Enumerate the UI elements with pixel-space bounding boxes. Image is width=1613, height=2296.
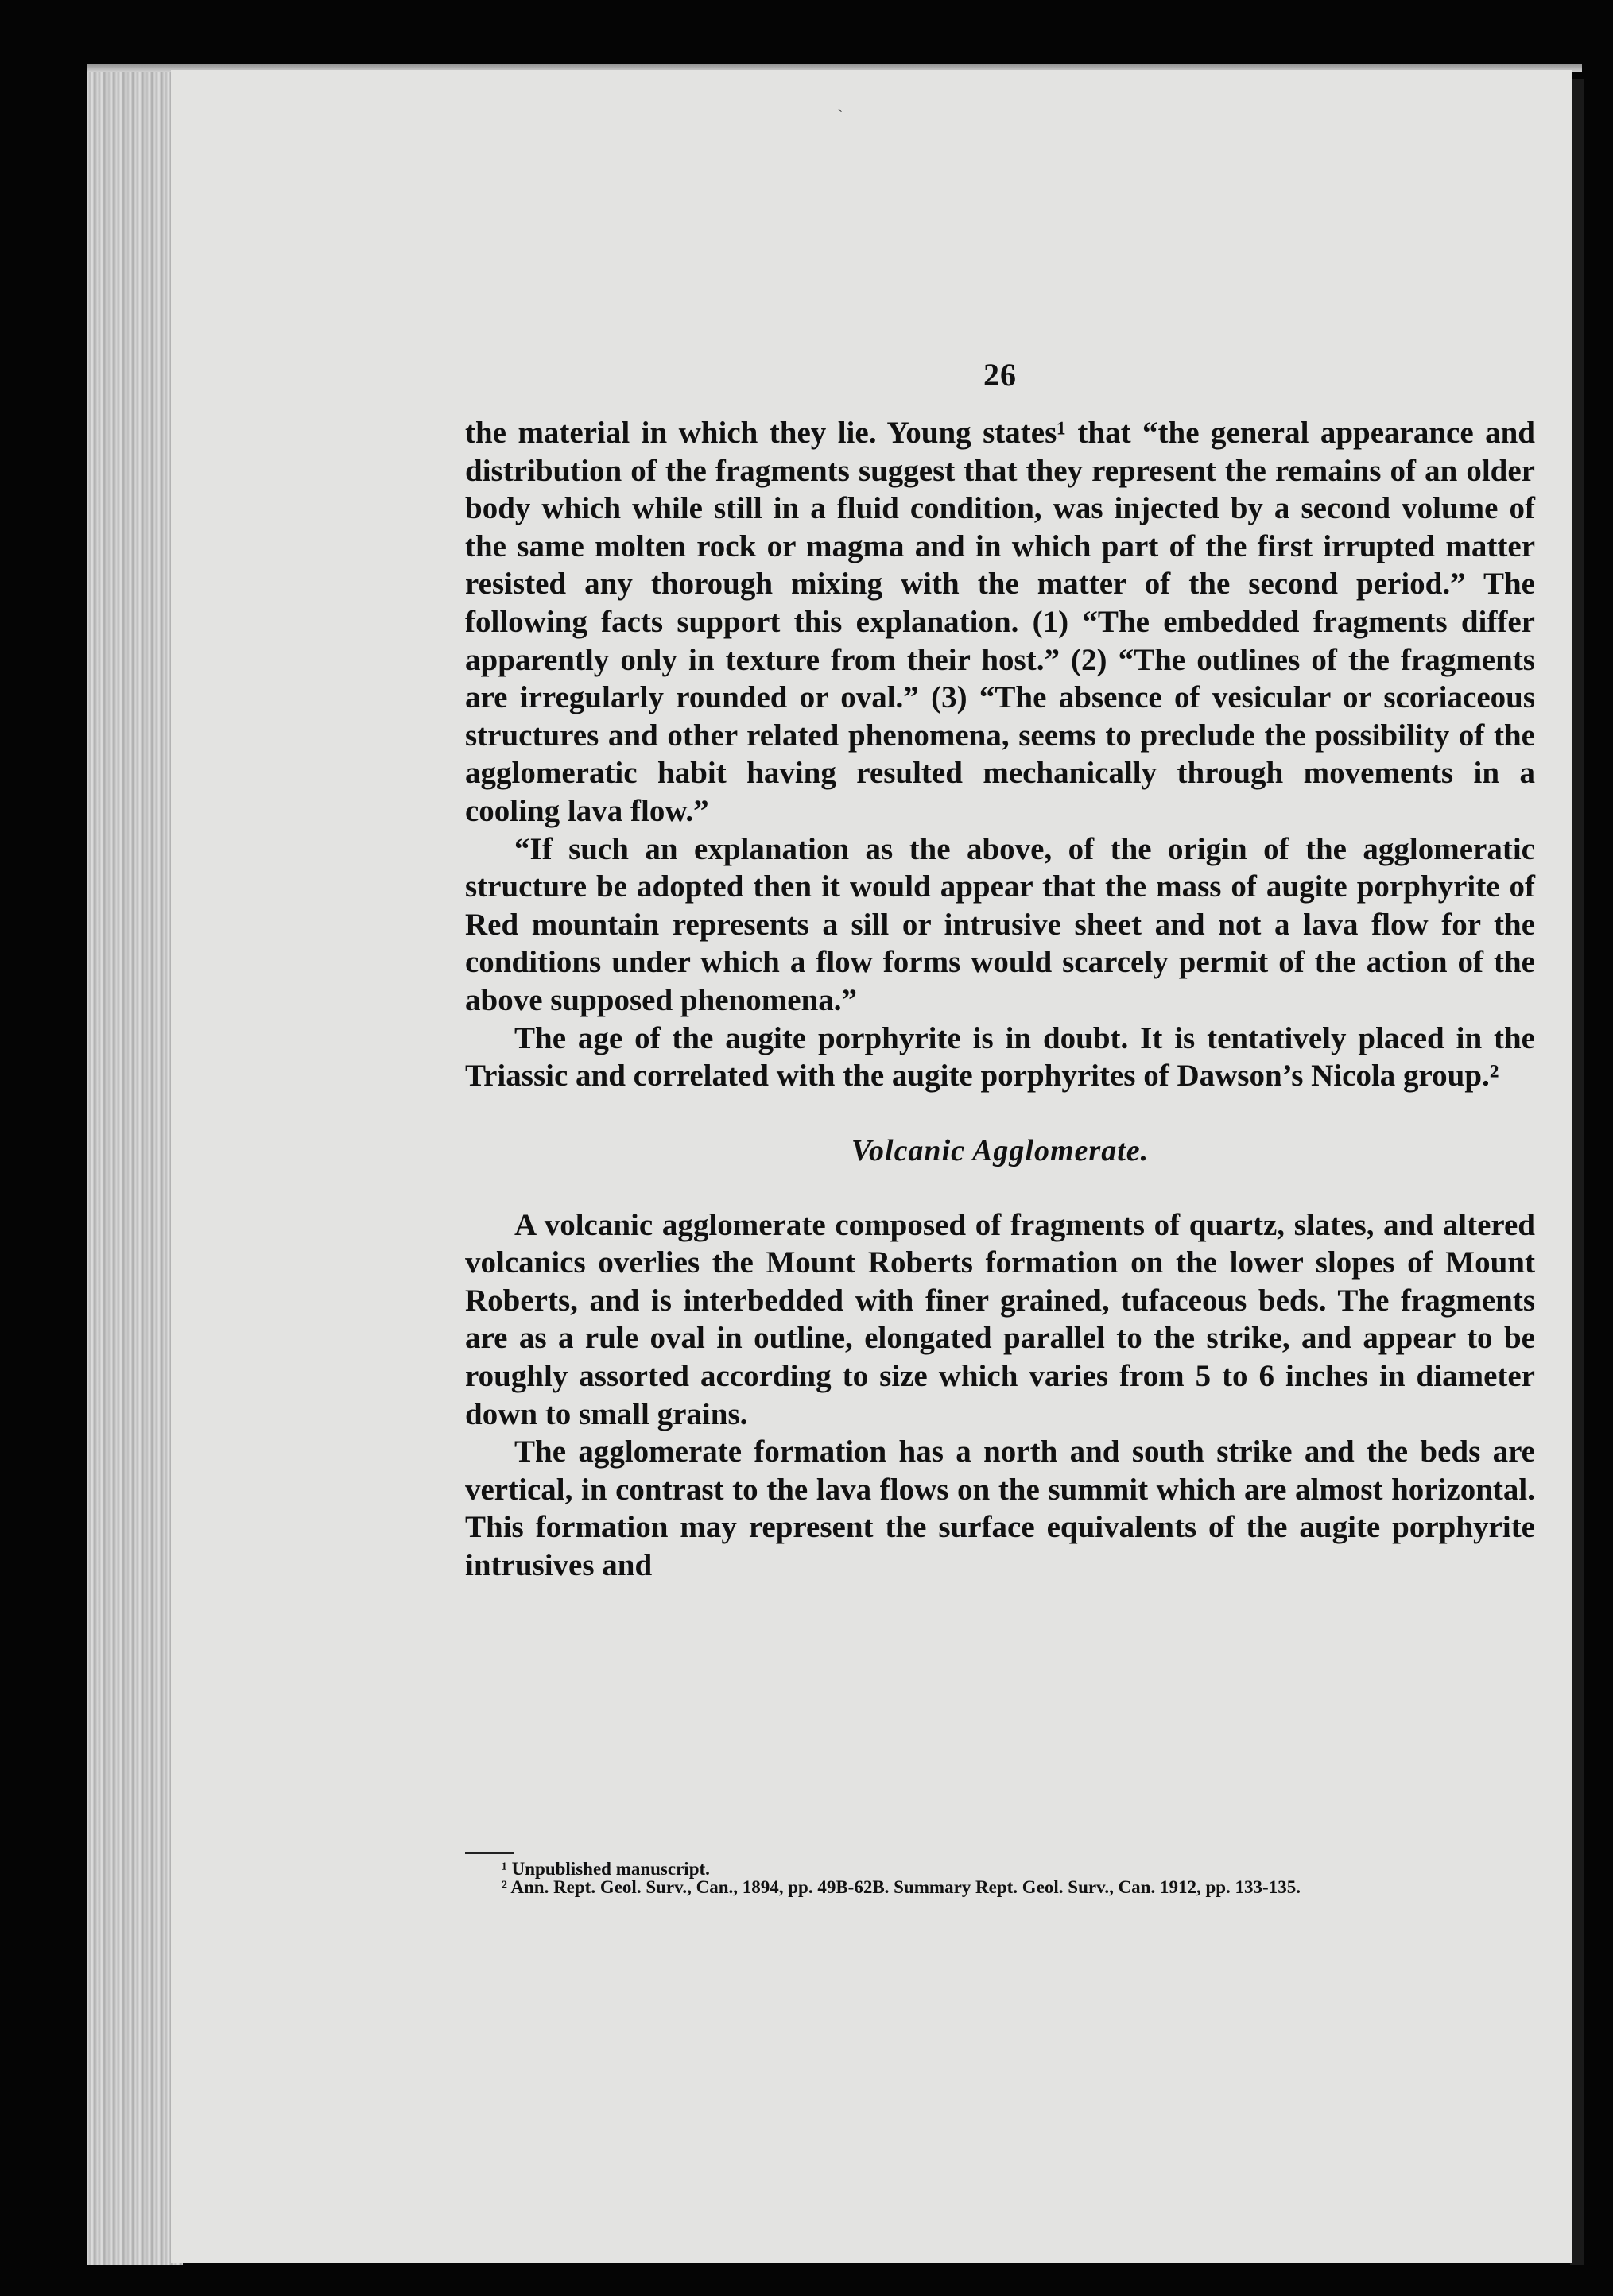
- stray-mark: ˏ: [837, 92, 843, 112]
- paragraph-agglomerate-description: A volcanic agglomerate composed of fragments of quartz, slates, and altered volcanics overlies the Mount Roberts formation on the lower slopes of Mount Roberts, and is interbedded with finer grained, tufaceous beds. The fragments are as a rule oval in outline, elongated parallel to the strike, and appear to be roughly assorted according to size which varies from 5 to 6 inches in diameter down to small grains.: [465, 1207, 1535, 1431]
- footnote-2: ² Ann. Rept. Geol. Surv., Can., 1894, pp. 49B-62B. Summary Rept. Geol. Surv., Can. 1912, pp. 133-135.: [502, 1877, 1301, 1897]
- footnotes: [465, 1860, 1535, 1896]
- page-stack-edges: [87, 64, 183, 2265]
- book-page: [171, 70, 1572, 2263]
- page-number: 26: [983, 357, 1017, 393]
- paragraph-young-quote: the material in which they lie. Young states¹ that “the general appearance and distribution of the fragments suggest that they represent the remains of an older body which while still in a fluid condition, was injected by a second volume of the same molten rock or magma and in which part of the first irrupted matter resisted any thorough mixing with the matter of the second period.” The following facts support this explanation. (1) “The embedded fragments differ apparently only in texture from their host.” (2) “The outlines of the fragments are irregularly rounded or oval.” (3) “The absence of vesicular or scoriaceous structures and other related phenomena, seems to preclude the possibility of the agglomeratic habit having resulted mechanically through movements in a cooling lava flow.”: [465, 416, 1535, 828]
- footnote-1: ¹ Unpublished manuscript.: [502, 1859, 710, 1879]
- body-text: [465, 414, 1535, 1585]
- paragraph-age: The age of the augite porphyrite is in doubt. It is tentatively placed in the Triassic and correlated with the augite porphyrites of Dawson’s Nicola group.²: [465, 1020, 1535, 1094]
- section-heading: Volcanic Agglomerate.: [851, 1133, 1150, 1167]
- paragraph-agglomerate-strike: The agglomerate formation has a north and south strike and the beds are vertical, in contrast to the lava flows on the summit which are almost horizontal. This formation may represent the surface equivalents of the augite porphyrite intrusives and: [465, 1435, 1535, 1583]
- paragraph-explanation-quote: “If such an explanation as the above, of the origin of the agglomeratic structure be adopted then it would appear that the mass of augite porphyrite of Red mountain represents a sill or intrusive sheet and not a lava flow for the conditions under which a flow forms would scarcely permit of the action of the above supposed phenomena.”: [465, 831, 1535, 1017]
- footnote-rule: [465, 1852, 514, 1854]
